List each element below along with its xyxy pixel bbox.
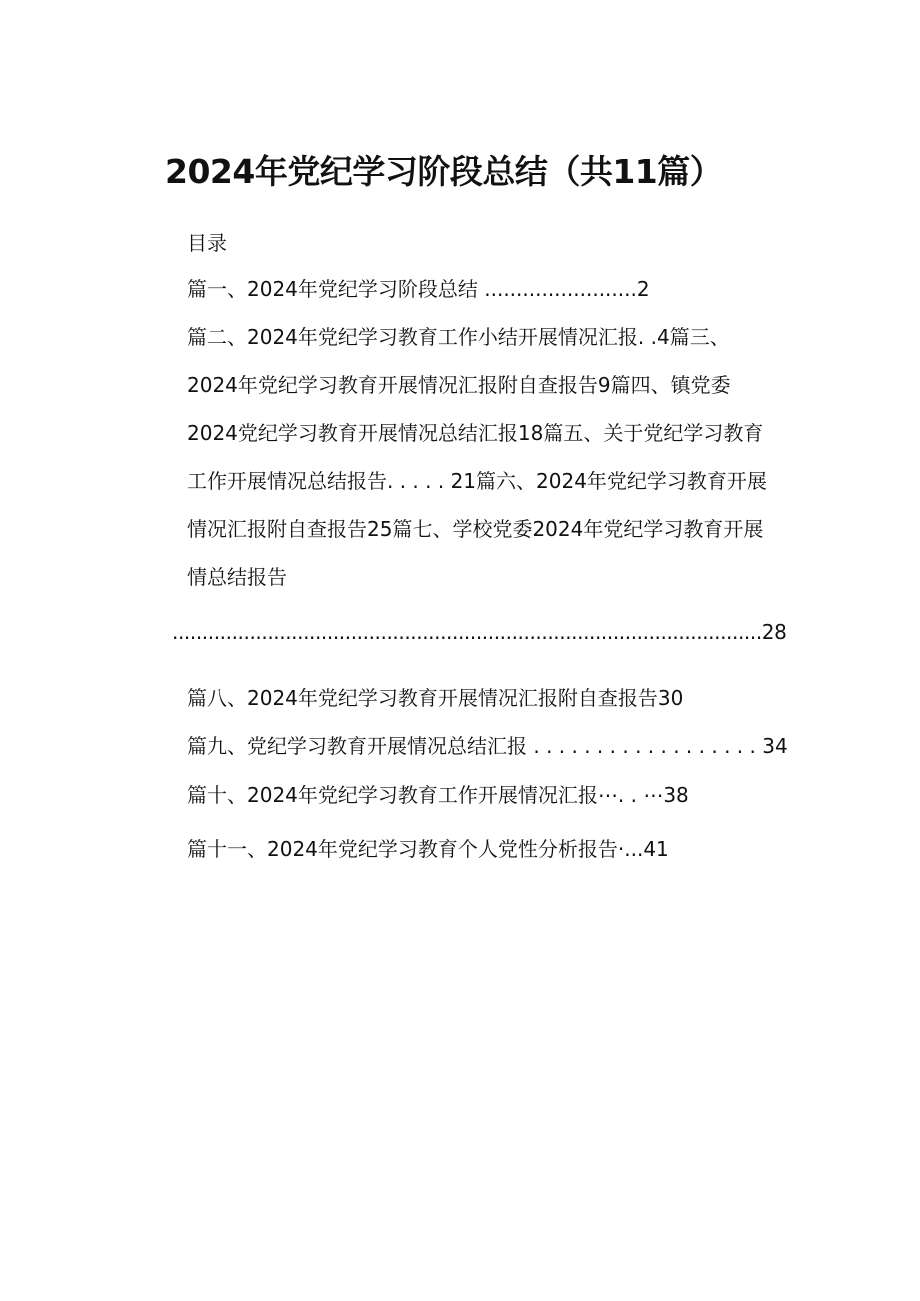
document-title: 2024年党纪学习阶段总结（共11篇） <box>165 152 723 191</box>
toc-entry: 篇一、2024年党纪学习阶段总结 ........................2 <box>187 277 650 301</box>
toc-entry: 2024党纪学习教育开展情况总结汇报18篇五、关于党纪学习教育 <box>187 421 764 445</box>
toc-entry: 篇九、党纪学习教育开展情况总结汇报 . . . . . . . . . . . . . . . . . . 34 <box>187 734 788 758</box>
toc-entry: 篇十一、2024年党纪学习教育个人党性分析报告·...41 <box>187 837 669 861</box>
toc-entry: 篇二、2024年党纪学习教育工作小结开展情况汇报. .4篇三、 <box>187 325 730 349</box>
toc-entry: 情况汇报附自查报告25篇七、学校党委2024年党纪学习教育开展 <box>187 517 764 541</box>
toc-leader-line: ...................................................................................................28 <box>172 620 787 644</box>
toc-entry: 情总结报告 <box>187 565 287 589</box>
toc-entry: 篇十、2024年党纪学习教育工作开展情况汇报⋯. . ⋯38 <box>187 783 689 807</box>
toc-entry: 篇八、2024年党纪学习教育开展情况汇报附自查报告30 <box>187 686 684 710</box>
toc-entry: 2024年党纪学习教育开展情况汇报附自查报告9篇四、镇党委 <box>187 373 731 397</box>
toc-entry: 工作开展情况总结报告. . . . . 21篇六、2024年党纪学习教育开展 <box>187 469 767 493</box>
toc-heading: 目录 <box>187 231 227 255</box>
